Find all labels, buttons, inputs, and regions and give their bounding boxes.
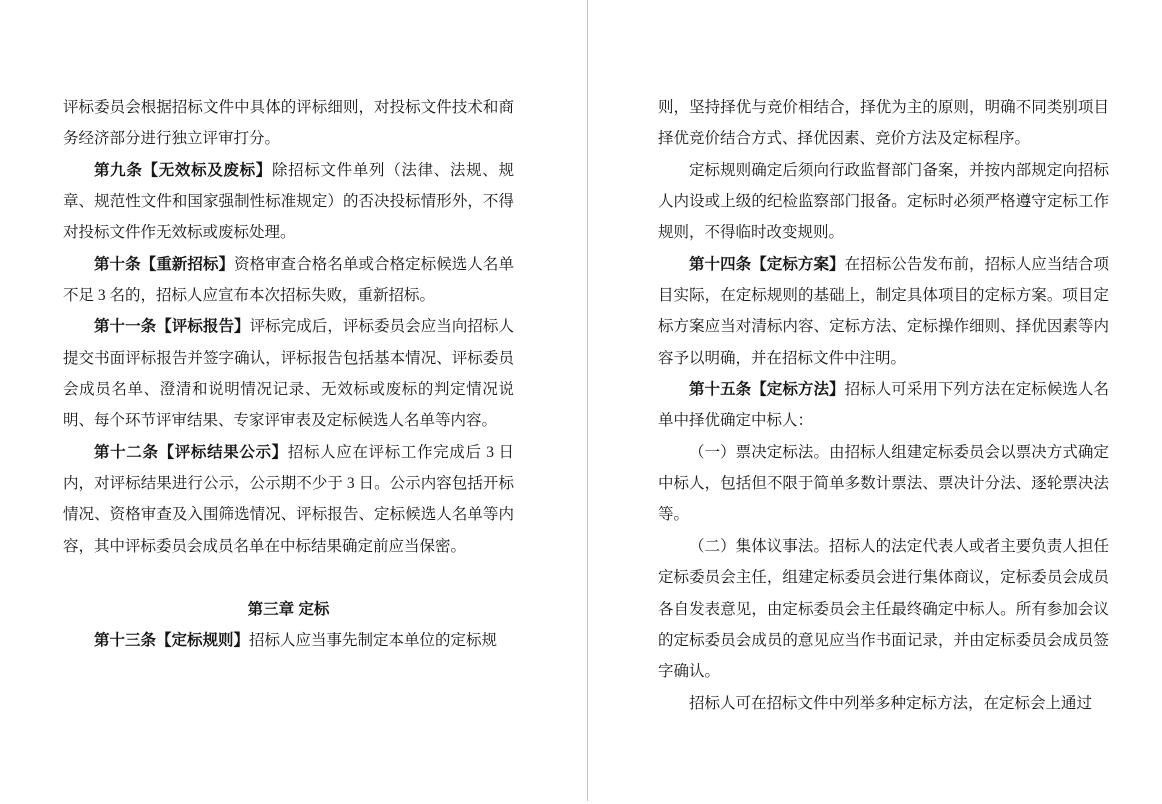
- page-right-text-block: [658, 92, 1109, 719]
- paragraph-right-5: （二）集体议事法。招标人的法定代表人或者主要负责人担任定标委员会主任，组建定标委员会进行集体商议，定标委员会成员各自发表意见，由定标委员会主任最终确定中标人。所有参加会议的定标委员会成员的意见应当作书面记录，并由定标委员会成员签字确认。: [658, 537, 1109, 681]
- article-number-title: 第十一条【评标报告】: [94, 318, 250, 336]
- page-right: [588, 0, 1162, 804]
- paragraph-left-4: 第十二条【评标结果公示】招标人应在评标工作完成后 3 日内，对评标结果进行公示，公示期不少于 3 日。公示内容包括开标情况、资格审查及入围筛选情况、评标报告、定标候选人名单等内容，其中评标委员会成员名单在中标结果确定前应当保密。: [63, 443, 514, 555]
- article-number-title: 第十条【重新招标】: [94, 255, 235, 273]
- page-left-text-block: [63, 92, 514, 656]
- article-number-title: 第九条【无效标及废标】: [94, 161, 272, 179]
- paragraph-right-3: 第十五条【定标方法】招标人可采用下列方法在定标候选人名单中择优确定中标人：: [658, 381, 1109, 430]
- paragraph-left-3: 第十一条【评标报告】评标完成后，评标委员会应当向招标人提交书面评标报告并签字确认，评标报告包括基本情况、评标委员会成员名单、澄清和说明情况记录、无效标或废标的判定情况说明、每个环节评审结果、专家评审表及定标候选人名单等内容。: [63, 318, 514, 430]
- paragraph-right-4: （一）票决定标法。由招标人组建定标委员会以票决方式确定中标人，包括但不限于简单多数计票法、票决计分法、逐轮票决法等。: [658, 443, 1109, 524]
- article-number-title: 第十二条【评标结果公示】: [94, 443, 288, 461]
- paragraph-left-1: 第九条【无效标及废标】除招标文件单列（法律、法规、规章、规范性文件和国家强制性标准规定）的否决投标情形外，不得对投标文件作无效标或废标处理。: [63, 161, 514, 242]
- article-number-title: 第十五条【定标方法】: [689, 381, 845, 399]
- paragraph-left-0: 评标委员会根据招标文件中具体的评标细则，对投标文件技术和商务经济部分进行独立评审打分。: [63, 99, 514, 148]
- paragraph-right-6: 招标人可在招标文件中列举多种定标方法，在定标会上通过: [689, 694, 1093, 712]
- paragraph-left-6: 第十三条【定标规则】招标人应当事先制定本单位的定标规: [94, 631, 498, 649]
- paragraph-right-0: 则，坚持择优与竞价相结合，择优为主的原则，明确不同类别项目择优竞价结合方式、择优因素、竞价方法及定标程序。: [658, 99, 1109, 148]
- paragraph-right-2: 第十四条【定标方案】在招标公告发布前，招标人应当结合项目实际，在定标规则的基础上，制定具体项目的定标方案。项目定标方案应当对清标内容、定标方法、定标操作细则、择优因素等内容予以明确，并在招标文件中注明。: [658, 255, 1109, 367]
- paragraph-left-2: 第十条【重新招标】资格审查合格名单或合格定标候选人名单不足 3 名的，招标人应宣布本次招标失败，重新招标。: [63, 255, 514, 305]
- article-number-title: 第十四条【定标方案】: [689, 255, 845, 273]
- chapter-heading: 第三章 定标: [247, 600, 330, 618]
- article-number-title: 第十三条【定标规则】: [94, 631, 250, 649]
- paragraph-right-1: 定标规则确定后须向行政监督部门备案，并按内部规定向招标人内设或上级的纪检监察部门报备。定标时必须严格遵守定标工作规则，不得临时改变规则。: [658, 161, 1109, 242]
